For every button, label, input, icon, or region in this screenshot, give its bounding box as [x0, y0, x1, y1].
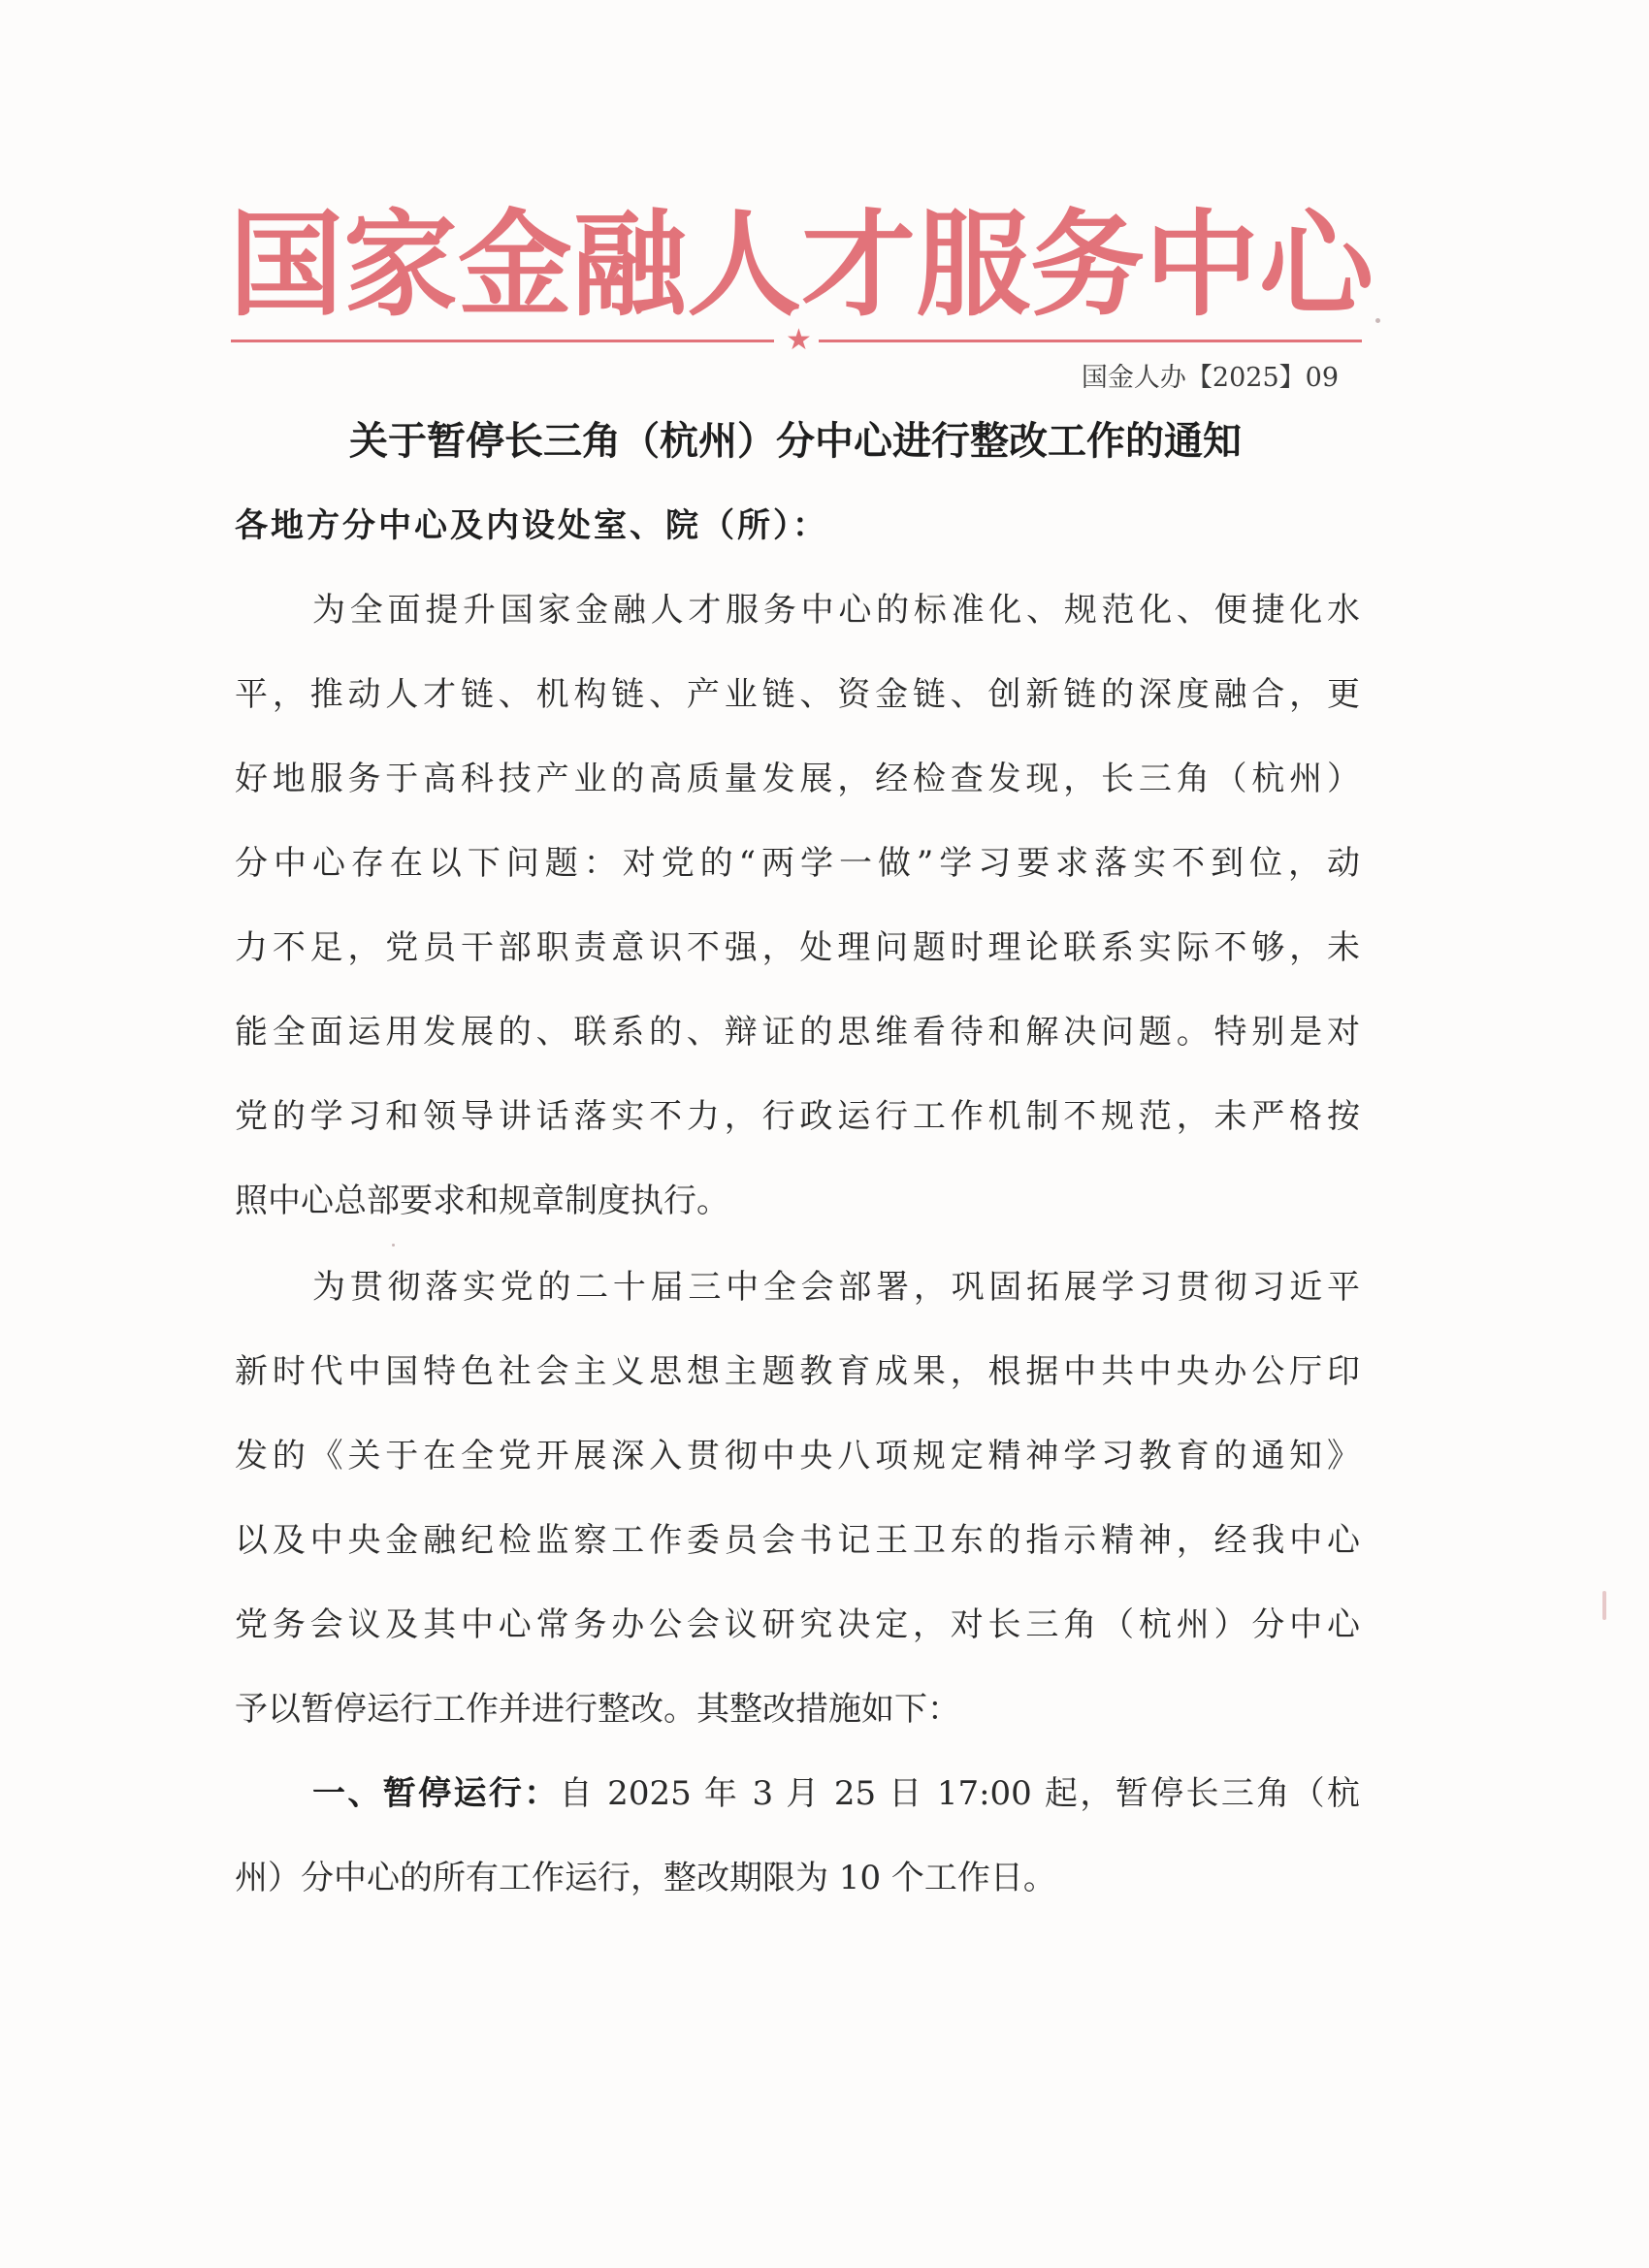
paragraph-line: 为贯彻落实党的二十届三中全会部署，巩固拓展学习贯彻习近平: [312, 1268, 1360, 1307]
paragraph-line: 发的《关于在全党开展深入贯彻中央八项规定精神学习教育的通知》: [235, 1437, 1360, 1475]
scan-speck: [1375, 318, 1380, 323]
measure-text: 自 2025 年 3 月 25 日 17:00 起，暂停长三角（杭: [559, 1774, 1360, 1813]
masthead-char: 人: [687, 198, 802, 332]
divider-line-left: [231, 340, 774, 342]
measure-1: [235, 1752, 1360, 1921]
document-number: 国金人办【2025】09: [1081, 363, 1339, 393]
salutation: 各地方分中心及内设处室、院（所）：: [235, 506, 828, 545]
paragraph-line: 力不足，党员干部职责意识不强，处理问题时理论联系实际不够，未: [235, 928, 1360, 967]
paragraph-line: 为全面提升国家金融人才服务中心的标准化、规范化、便捷化水: [312, 591, 1360, 630]
masthead-char: 家: [343, 198, 459, 332]
paragraph-line: 照中心总部要求和规章制度执行。: [235, 1182, 729, 1220]
paragraph-line: 予以暂停运行工作并进行整改。其整改措施如下：: [235, 1690, 960, 1729]
masthead-char: 才: [801, 198, 917, 332]
scan-speck: [392, 1244, 395, 1247]
star-icon: ★: [786, 323, 812, 357]
masthead: [229, 192, 1374, 338]
red-divider: [231, 323, 1362, 357]
scan-speck: [1602, 1591, 1606, 1620]
measure-line: [235, 1752, 1360, 1836]
masthead-char: 心: [1259, 198, 1374, 332]
paragraph-line: 党务会议及其中心常务办公会议研究决定，对长三角（杭州）分中心: [235, 1605, 1360, 1644]
paragraph-1: [235, 568, 1360, 1244]
measure-line: 州）分中心的所有工作运行，整改期限为 10 个工作日。: [235, 1859, 1056, 1897]
masthead-char: 国: [229, 198, 344, 332]
masthead-char: 金: [458, 198, 573, 332]
paragraph-line: 党的学习和领导讲话落实不力，行政运行工作机制不规范，未严格按: [235, 1097, 1360, 1136]
paragraph-line: 平，推动人才链、机构链、产业链、资金链、创新链的深度融合，更: [235, 675, 1360, 714]
paragraph-line: 能全面运用发展的、联系的、辩证的思维看待和解决问题。特别是对: [235, 1013, 1360, 1052]
measure-label: 一、暂停运行：: [312, 1774, 560, 1813]
document-title: 关于暂停长三角（杭州）分中心进行整改工作的通知: [349, 419, 1242, 464]
divider-line-right: [819, 340, 1362, 342]
paragraph-line: 以及中央金融纪检监察工作委员会书记王卫东的指示精神，经我中心: [235, 1521, 1360, 1560]
masthead-char: 融: [572, 198, 688, 332]
masthead-char: 服: [916, 198, 1031, 332]
masthead-char: 务: [1030, 198, 1146, 332]
paragraph-line: 好地服务于高科技产业的高质量发展，经检查发现，长三角（杭州）: [235, 760, 1360, 798]
paragraph-line: 新时代中国特色社会主义思想主题教育成果，根据中共中央办公厅印: [235, 1352, 1360, 1391]
paragraph-line: 分中心存在以下问题：对党的“两学一做”学习要求落实不到位，动: [235, 844, 1360, 883]
paragraph-2: [235, 1246, 1360, 1752]
masthead-char: 中: [1145, 198, 1260, 332]
